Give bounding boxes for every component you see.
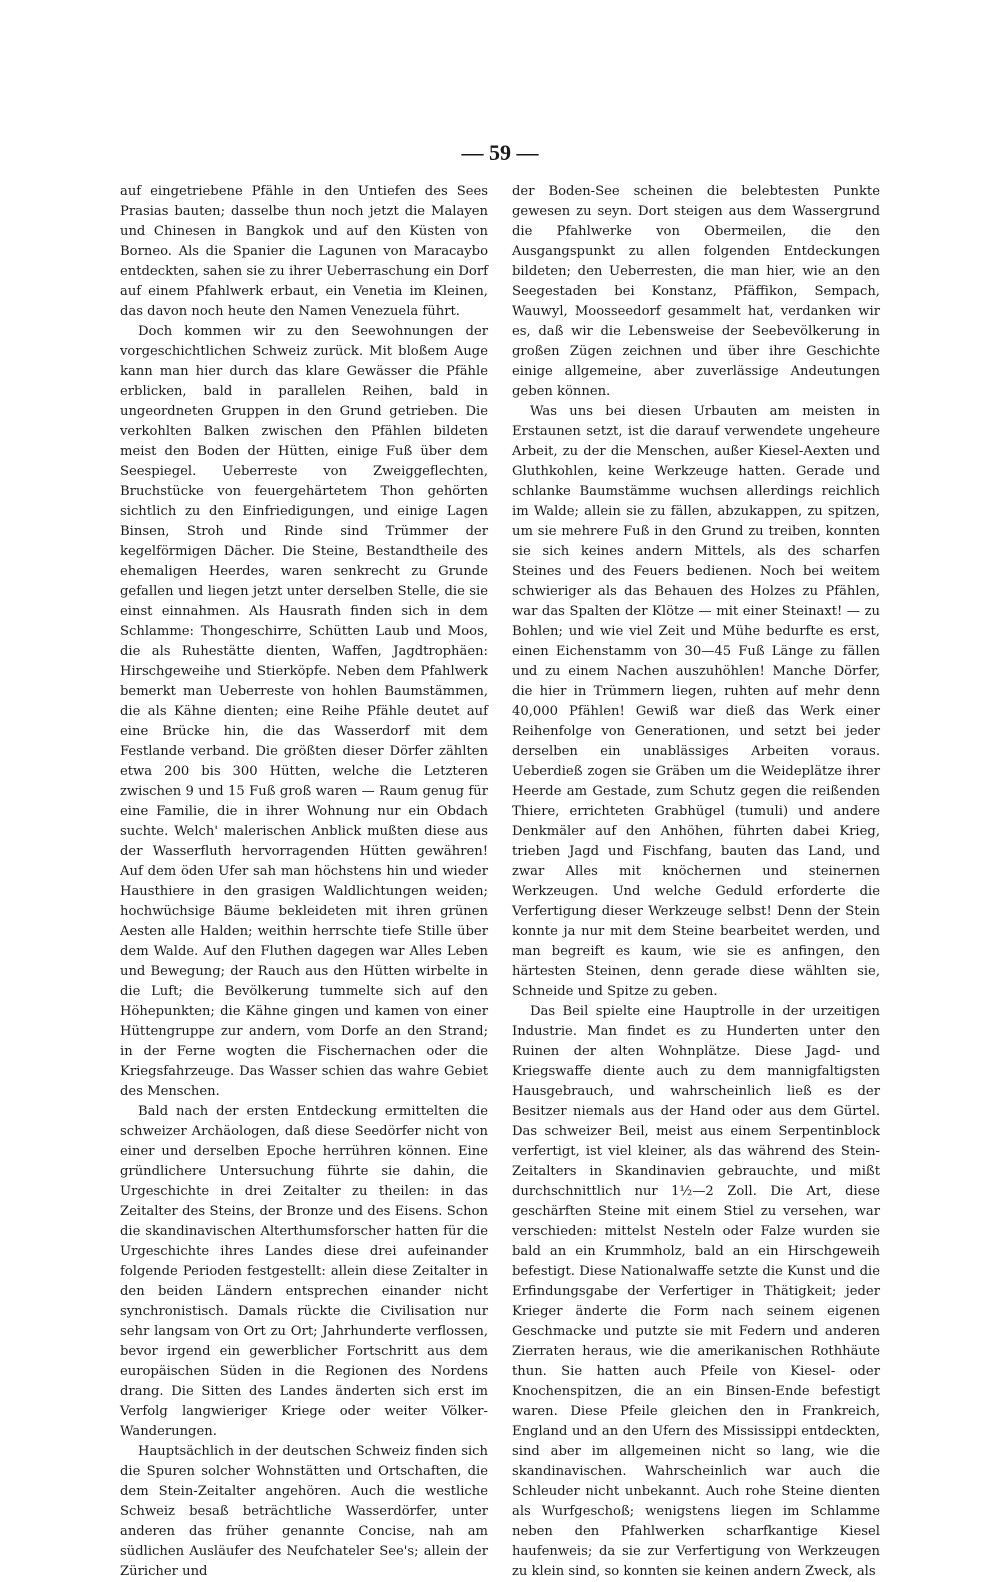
- paragraph: Das Beil spielte eine Hauptrolle in der urzeitigen Industrie. Man findet es zu Hunderten unter den Ruinen der alten Wohnplätze. Diese Jagd- und Kriegswaffe diente auch zu dem mannigfaltigsten Hausgebrauch, und wahrscheinlich ließ es der Besitzer niemals aus der Hand oder aus dem Gürtel. Das schweizer Beil, meist aus einem Serpentinblock verfertigt, ist viel kleiner, als das während des Stein-Zeitalters in Skandinavien gebrauchte, und mißt durchschnittlich nur 1½—2 Zoll. Die Art, diese geschärften Steine mit einem Stiel zu versehen, war verschieden: mittelst Nesteln oder Falze wurden sie bald an ein Krummholz, bald an ein Hirschgeweih befestigt. Diese Nationalwaffe setzte die Kunst und die Erfindungsgabe der Verfertiger in Thätigkeit; jeder Krieger änderte die Form nach seinem eigenen Geschmacke und putzte sie mit Federn und anderen Zierraten heraus, wie die amerikanischen Rothhäute thun. Sie hatten auch Pfeile von Kiesel- oder Knochenspitzen, die an ein Binsen-Ende befestigt waren. Diese Pfeile gleichen den in Frankreich, England und an den Ufern des Mississippi entdeckten, sind aber im allgemeinen nicht so lang, wie die skandinavischen. Wahrscheinlich war auch die Schleuder nicht unbekannt. Auch rohe Steine dienten als Wurfgeschoß; wenigstens liegen im Schlamme neben den Pfahlwerken scharfkantige Kiesel haufenweis; da sie zur Verfertigung von Werkzeugen zu klein sind, so konnten sie keinen andern Zweck, als: [512, 1004, 880, 1579]
- paragraph: auf eingetriebene Pfähle in den Untiefen des Sees Prasias bauten; dasselbe thun noch jetzt die Malayen und Chinesen in Bangkok und auf den Küsten von Borneo. Als die Spanier die Lagunen von Maracaybo entdeckten, sahen sie zu ihrer Ueberraschung ein Dorf auf einem Pfahlwerk erbaut, ein Venetia im Kleinen, das davon noch heute den Namen Venezuela führt.: [120, 184, 488, 319]
- paragraph: Bald nach der ersten Entdeckung ermittelten die schweizer Archäologen, daß diese Seedörfer nicht von einer und derselben Epoche herrühren können. Eine gründlichere Untersuchung führte sie dahin, die Urgeschichte in drei Zeitalter zu theilen: in das Zeitalter des Steins, der Bronze und des Eisens. Schon die skandinavischen Alterthumsforscher hatten für die Urgeschichte ihres Landes diese drei aufeinander folgende Perioden festgestellt: allein diese Zeitalter in den beiden Ländern entsprechen einander nicht synchronistisch. Damals rückte die Civilisation nur sehr langsam von Ort zu Ort; Jahrhunderte verflossen, bevor irgend ein gewerblicher Fortschritt aus dem europäischen Süden in die Regionen des Nordens drang. Die Sitten des Landes änderten sich erst im Verfolg langwieriger Kriege oder weiter Völker-Wanderungen.: [120, 1104, 488, 1439]
- paragraph: Doch kommen wir zu den Seewohnungen der vorgeschichtlichen Schweiz zurück. Mit bloßem Auge kann man hier durch das klare Gewässer die Pfähle erblicken, bald in parallelen Reihen, bald in ungeordneten Gruppen in den Grund getrieben. Die verkohlten Balken zwischen den Pfählen bildeten meist den Boden der Hütten, einige Fuß über dem Seespiegel. Ueberreste von Zweiggeflechten, Bruchstücke von feuergehärtetem Thon gehörten sichtlich zu den Einfriedigungen, und einige Lagen Binsen, Stroh und Rinde sind Trümmer der kegelförmigen Dächer. Die Steine, Bestandtheile des ehemaligen Heerdes, waren senkrecht zu Grunde gefallen und liegen jetzt unter derselben Stelle, die sie einst einnahmen. Als Hausrath finden sich in dem Schlamme: Thongeschirre, Schütten Laub und Moos, die als Ruhestätte dienten, Waffen, Jagdtrophäen: Hirschgeweihe und Stierköpfe. Neben dem Pfahlwerk bemerkt man Ueberreste von hohlen Baumstämmen, die als Kähne dienten; eine Reihe Pfähle deutet auf eine Brücke hin, die das Wasserdorf mit dem Festlande verband. Die größten dieser Dörfer zählten etwa 200 bis 300 Hütten, welche die Letzteren zwischen 9 und 15 Fuß groß waren — Raum genug für eine Familie, die in ihrer Wohnung nur ein Obdach suchte. Welch' malerischen Anblick mußten diese aus der Wasserfluth hervorragenden Hütten gewähren! Auf dem öden Ufer sah man höchstens hin und wieder Hausthiere in den grasigen Waldlichtungen weiden; hochwüchsige Bäume bekleideten mit ihren grünen Aesten alle Halden; weithin herrschte tiefe Stille über dem Walde. Auf den Fluthen dagegen war Alles Leben und Bewegung; der Rauch aus den Hütten wirbelte in die Luft; die Bevölkerung tummelte sich auf den Höhepunkten; die Kähne gingen und kamen von einer Hüttengruppe zur andern, vom Dorfe an den Strand; in der Ferne wogten die Fischernachen oder die Kriegsfahrzeuge. Das Wasser schien das wahre Gebiet des Menschen.: [120, 324, 488, 1099]
- left-column: [120, 182, 488, 1582]
- paragraph: Was uns bei diesen Urbauten am meisten in Erstaunen setzt, ist die darauf verwendete ungeheure Arbeit, zu der die Menschen, außer Kiesel-Aexten und Gluthkohlen, keine Werkzeuge hatten. Gerade und schlanke Baumstämme wuchsen allerdings reichlich im Walde; allein sie zu fällen, abzukappen, zu spitzen, um sie mehrere Fuß in den Grund zu treiben, konnten sie sich keines andern Mittels, als des scharfen Steines und des Feuers bedienen. Noch bei weitem schwieriger als das Behauen des Holzes zu Pfählen, war das Spalten der Klötze — mit einer Steinaxt! — zu Bohlen; und wie viel Zeit und Mühe bedurfte es erst, einen Eichenstamm von 30—45 Fuß Länge zu fällen und zu einem Nachen auszuhöhlen! Manche Dörfer, die hier in Trümmern liegen, ruhten auf mehr denn 40,000 Pfählen! Gewiß war dieß das Werk einer Reihenfolge von Generationen, und setzt bei jeder derselben ein unablässiges Arbeiten voraus. Ueberdieß zogen sie Gräben um die Weideplätze ihrer Heerde am Gestade, zum Schutz gegen die reißenden Thiere, errichteten Grabhügel (tumuli) und andere Denkmäler auf den Anhöhen, führten dabei Krieg, trieben Jagd und Fischfang, bauten das Land, und zwar Alles mit knöchernen und steinernen Werkzeugen. Und welche Geduld erforderte die Verfertigung dieser Werkzeuge selbst! Denn der Stein konnte ja nur mit dem Steine bearbeitet werden, und man begreift es kaum, wie sie es anfingen, den härtesten Steinen, denn gerade diese wählten sie, Schneide und Spitze zu geben.: [512, 404, 880, 999]
- paragraph: der Boden-See scheinen die belebtesten Punkte gewesen zu seyn. Dort steigen aus dem Wassergrund die Pfahlwerke von Obermeilen, die den Ausgangspunkt zu allen folgenden Entdeckungen bildeten; den Ueberresten, die man hier, wie an den Seegestaden bei Konstanz, Pfäffikon, Sempach, Wauwyl, Moosseedorf gesammelt hat, verdanken wir es, daß wir die Lebensweise der Seebevölkerung in großen Zügen zeichnen und über ihre Geschichte einige allgemeine, aber zuverlässige Andeutungen geben können.: [512, 184, 880, 399]
- right-column: [512, 182, 880, 1582]
- paragraph: Hauptsächlich in der deutschen Schweiz finden sich die Spuren solcher Wohnstätten und Ortschaften, die dem Stein-Zeitalter angehören. Auch die westliche Schweiz besaß beträchtliche Wasserdörfer, unter anderen das früher genannte Concise, nah am südlichen Ausläufer des Neufchateler See's; allein der Züricher und: [120, 1444, 488, 1579]
- page-number: — 59 —: [461, 140, 539, 165]
